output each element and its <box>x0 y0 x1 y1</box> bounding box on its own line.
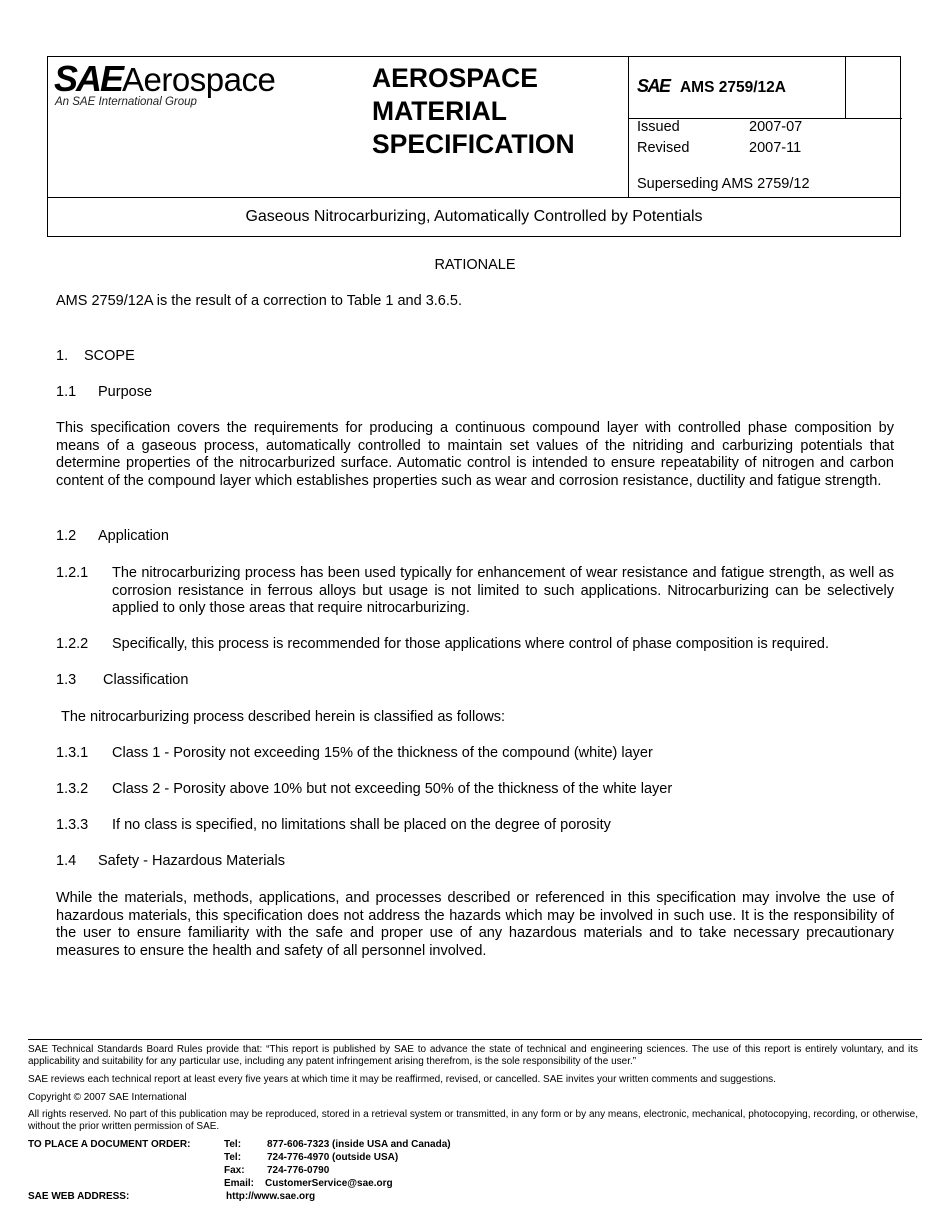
rationale-heading: RATIONALE <box>434 257 516 273</box>
rationale-text: AMS 2759/12A is the result of a correction to Table 1 and 3.6.5. <box>56 293 462 309</box>
web-address-link[interactable]: http://www.sae.org <box>226 1191 316 1202</box>
footer-divider <box>28 1039 922 1040</box>
section-1-2-title: Application <box>98 528 169 544</box>
spec-title-line-1: AEROSPACE <box>372 63 538 93</box>
section-1-4-number: 1.4 <box>56 853 77 869</box>
section-1-3-title: Classification <box>103 672 189 688</box>
contact-value-3: 724-776-0790 <box>267 1165 330 1176</box>
section-1-2-2-text: Specifically, this process is recommended for those applications where control of phase composition is required. <box>112 636 830 652</box>
issued-label: Issued <box>637 119 680 135</box>
section-1-3-3-text: If no class is specified, no limitations shall be placed on the degree of porosity <box>112 817 611 833</box>
section-1-3-3-number: 1.3.3 <box>56 817 89 833</box>
footer-review: SAE reviews each technical report at least every five years at which time it may be reaffirmed, revised, or cancelled. SAE invites your written comments and suggestions. <box>28 1074 776 1085</box>
spec-title-line-3: SPECIFICATION <box>372 129 575 159</box>
section-1-2-number: 1.2 <box>56 528 77 544</box>
sae-aerospace-logo <box>54 58 275 100</box>
logo-subtitle: An SAE International Group <box>55 96 197 108</box>
section-1-4-title: Safety - Hazardous Materials <box>98 853 285 869</box>
contact-label-4: Email: <box>224 1178 255 1189</box>
contact-value-1: 877-606-7323 (inside USA and Canada) <box>267 1139 451 1150</box>
contact-value-4[interactable]: CustomerService@sae.org <box>265 1178 393 1189</box>
doc-number-cell <box>637 76 786 97</box>
section-1-3-1-number: 1.3.1 <box>56 745 89 761</box>
logo-aerospace-wordmark: Aerospace <box>122 61 276 98</box>
footer-rules: SAE Technical Standards Board Rules provide that: “This report is published by SAE to advance the state of technical and engineering sciences. The use of this report is entirely voluntary, and its applicability and suitability for any particular use, including any patent infringement arising therefrom, is the sole responsibility of the user.” <box>28 1044 918 1068</box>
contact-label-3: Fax: <box>224 1165 245 1176</box>
section-1-1-text: This specification covers the requirements for producing a continuous compound layer with controlled phase composition by means of a gaseous process, automatically controlled to maintain set values of the nitriding and carburizing potentials that determine properties of the nitrocarburized surface. Automatic control is intended to ensure repeatability of nitrogen and carbon content of the compound layer which establishes properties such as wear and corrosion resistance, ductility and fatigue strength. <box>56 420 894 489</box>
revised-label: Revised <box>637 140 690 156</box>
logo-sae-wordmark: SAE <box>54 58 123 99</box>
web-address-label: SAE WEB ADDRESS: <box>28 1191 130 1202</box>
section-1-1-number: 1.1 <box>56 384 77 400</box>
sae-mini-logo: SAE <box>637 76 670 96</box>
section-1-number: 1. <box>56 348 69 364</box>
contact-value-2: 724-776-4970 (outside USA) <box>267 1152 399 1163</box>
section-1-3-text: The nitrocarburizing process described herein is classified as follows: <box>61 709 506 725</box>
section-1-3-1-text: Class 1 - Porosity not exceeding 15% of the thickness of the compound (white) layer <box>112 745 653 761</box>
section-1-3-2-text: Class 2 - Porosity above 10% but not exceeding 50% of the thickness of the white layer <box>112 781 673 797</box>
section-1-2-1-number: 1.2.1 <box>56 565 89 581</box>
superseding: Superseding AMS 2759/12 <box>637 176 810 192</box>
section-1-title: SCOPE <box>84 348 135 364</box>
issued-value: 2007-07 <box>749 119 803 135</box>
section-1-3-number: 1.3 <box>56 672 77 688</box>
contact-label-2: Tel: <box>224 1152 242 1163</box>
section-1-4-text: While the materials, methods, applications, and processes described or referenced in this specification may involve the use of hazardous materials, this specification does not address the hazards which may be involved in such use. It is the responsibility of the user to ensure familiarity with the safe and proper use of any hazardous materials and to take necessary precautionary measures to ensure the health and safety of all personnel involved. <box>56 890 894 959</box>
section-1-1-title: Purpose <box>98 384 153 400</box>
document-title: Gaseous Nitrocarburizing, Automatically Controlled by Potentials <box>245 208 703 225</box>
spec-type-title <box>372 62 575 161</box>
revised-value: 2007-11 <box>749 140 802 156</box>
section-1-2-2-number: 1.2.2 <box>56 636 89 652</box>
section-1-3-2-number: 1.3.2 <box>56 781 89 797</box>
doc-number: AMS 2759/12A <box>679 79 786 96</box>
footer-copyright: Copyright © 2007 SAE International <box>28 1092 187 1103</box>
order-label: TO PLACE A DOCUMENT ORDER: <box>28 1139 191 1150</box>
footer-rights: All rights reserved. No part of this publication may be reproduced, stored in a retrieval system or transmitted, in any form or by any means, electronic, mechanical, photocopying, recording, or otherwise, without the prior written permission of SAE. <box>28 1109 918 1133</box>
section-1-2-1-text: The nitrocarburizing process has been used typically for enhancement of wear resistance and fatigue strength, as well as corrosion resistance in ferrous alloys but usage is not limited to such applications. Nitrocarburizing can be selectively applied to only those areas that require nitrocarburizing. <box>112 565 894 616</box>
contact-label-1: Tel: <box>224 1139 242 1150</box>
spec-title-line-2: MATERIAL <box>372 96 507 126</box>
